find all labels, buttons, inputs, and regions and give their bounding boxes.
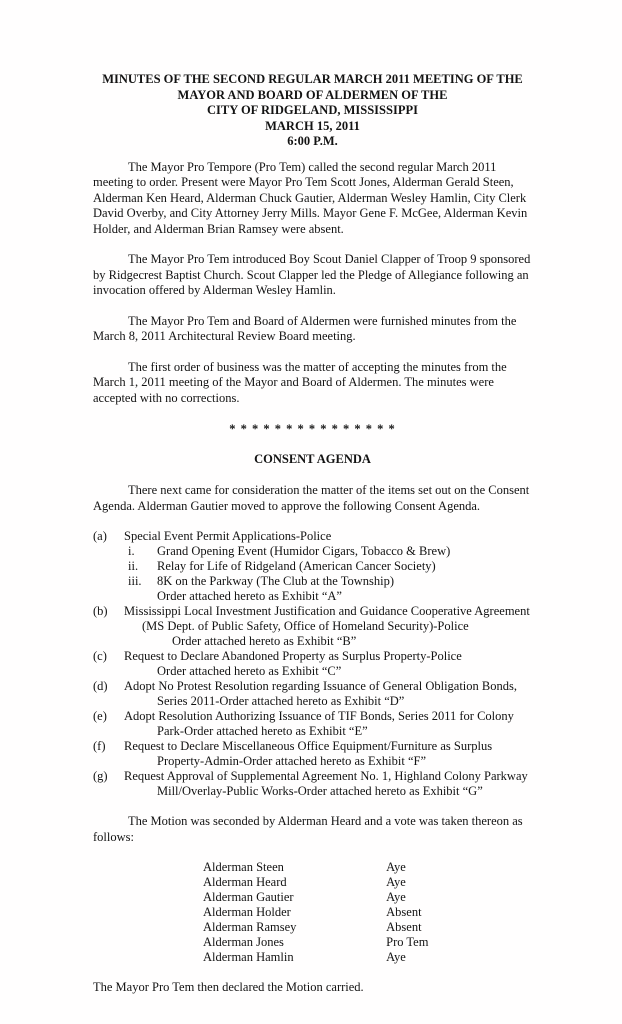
consent-subitem-iii-text: 8K on the Parkway (The Club at the Township) [157, 574, 395, 588]
vote-name: Alderman Holder [203, 905, 291, 919]
consent-item-b-line2-text: (MS Dept. of Public Safety, Office of Homeland Security)-Police [142, 619, 469, 633]
consent-subitem-i-text: Grand Opening Event (Humidor Cigars, Tobacco & Brew) [157, 544, 451, 558]
paragraph-boy-scout: The Mayor Pro Tem introduced Boy Scout Daniel Clapper of Troop 9 sponsored by Ridgecrest Baptist Church. Scout Clapper led the Pledge of Allegiance following an invocation offered by Alderman Wesley Hamlin. [93, 252, 531, 297]
vote-row-heard [93, 875, 532, 890]
paragraph-motion-carried: The Mayor Pro Tem then declared the Motion carried. [93, 980, 364, 994]
consent-item-d-line2-text: Series 2011-Order attached hereto as Exhibit “D” [157, 694, 405, 708]
vote-value: Pro Tem [386, 935, 429, 949]
paragraph-motion-seconded: The Motion was seconded by Alderman Heard and a vote was taken thereon as follows: [93, 814, 523, 844]
consent-item-b-label: (b) [93, 604, 108, 618]
vote-value: Aye [386, 950, 406, 964]
vote-value: Aye [386, 890, 406, 904]
vote-table [93, 860, 532, 965]
consent-subitem-ii-label: ii. [128, 559, 139, 573]
consent-subitem-i [93, 544, 532, 559]
vote-row-jones [93, 935, 532, 950]
vote-name: Alderman Gautier [203, 890, 294, 904]
consent-subitem-iii-label: iii. [128, 574, 142, 588]
paragraph-furnished-minutes: The Mayor Pro Tem and Board of Aldermen were furnished minutes from the March 8, 2011 Architectural Review Board meeting. [93, 313, 517, 343]
consent-item-d-label: (d) [93, 679, 108, 693]
title-line-5: 6:00 P.M. [287, 134, 338, 148]
consent-item-g-label: (g) [93, 769, 108, 783]
consent-item-b [93, 604, 532, 619]
document-title [93, 72, 532, 150]
consent-item-c-exhibit-text: Order attached hereto as Exhibit “C” [157, 664, 342, 678]
consent-agenda-heading: CONSENT AGENDA [254, 452, 371, 466]
consent-item-e-text: Adopt Resolution Authorizing Issuance of TIF Bonds, Series 2011 for Colony [124, 709, 514, 723]
title-line-4: MARCH 15, 2011 [265, 118, 360, 133]
consent-item-e-line2-text: Park-Order attached hereto as Exhibit “E” [157, 724, 368, 738]
vote-row-ramsey [93, 920, 532, 935]
consent-subitem-ii-text: Relay for Life of Ridgeland (American Cancer Society) [157, 559, 436, 573]
consent-item-b-text: Mississippi Local Investment Justification and Guidance Cooperative Agreement [124, 604, 530, 618]
consent-item-g-text: Request Approval of Supplemental Agreement No. 1, Highland Colony Parkway [124, 769, 528, 783]
vote-value: Aye [386, 875, 406, 889]
consent-subitem-iii [93, 574, 532, 589]
consent-item-c [93, 649, 532, 664]
consent-item-a-label: (a) [93, 529, 107, 543]
consent-item-b-exhibit-text: Order attached hereto as Exhibit “B” [172, 634, 357, 648]
vote-name: Alderman Ramsey [203, 920, 297, 934]
consent-item-f-text: Request to Declare Miscellaneous Office Equipment/Furniture as Surplus [124, 739, 493, 753]
consent-item-c-label: (c) [93, 649, 107, 663]
title-line-2: MAYOR AND BOARD OF ALDERMEN OF THE [177, 87, 448, 102]
consent-item-c-text: Request to Declare Abandoned Property as Surplus Property-Police [124, 649, 462, 663]
vote-row-holder [93, 905, 532, 920]
consent-agenda-list [93, 529, 532, 799]
consent-subitem-ii [93, 559, 532, 574]
section-separator: * * * * * * * * * * * * * * * [229, 422, 396, 436]
consent-item-f-label: (f) [93, 739, 106, 753]
consent-item-d [93, 679, 532, 694]
consent-agenda-intro: There next came for consideration the matter of the items set out on the Consent Agenda. Alderman Gautier moved to approve the following Consent Agenda. [93, 483, 530, 513]
vote-value: Absent [386, 920, 422, 934]
paragraph-call-to-order: The Mayor Pro Tempore (Pro Tem) called the second regular March 2011 meeting to order. Present were Mayor Pro Tem Scott Jones, Alderman Gerald Steen, Alderman Ken Heard, Alderman Chuck Gautier, Alderman Wesley Hamlin, City Clerk David Overby, and City Attorney Jerry Mills. Mayor Gene F. McGee, Alderman Kevin Holder, and Alderman Brian Ramsey were absent. [93, 159, 528, 236]
consent-item-c-exhibit [93, 664, 532, 679]
consent-item-e [93, 709, 532, 724]
vote-name: Alderman Steen [203, 860, 284, 874]
vote-name: Alderman Heard [203, 875, 287, 889]
consent-item-a [93, 529, 532, 544]
vote-row-gautier [93, 890, 532, 905]
consent-item-d-line2 [93, 694, 532, 709]
consent-item-g [93, 769, 532, 784]
paragraph-first-order: The first order of business was the matter of accepting the minutes from the March 1, 2011 meeting of the Mayor and Board of Aldermen. The minutes were accepted with no corrections. [93, 359, 507, 405]
vote-row-hamlin [93, 950, 532, 965]
consent-item-e-line2 [93, 724, 532, 739]
vote-value: Absent [386, 905, 422, 919]
consent-item-e-label: (e) [93, 709, 107, 723]
consent-item-b-line2 [93, 619, 532, 634]
consent-item-g-line2-text: Mill/Overlay-Public Works-Order attached hereto as Exhibit “G” [157, 784, 483, 798]
title-line-3: CITY OF RIDGELAND, MISSISSIPPI [207, 103, 418, 117]
title-line-1: MINUTES OF THE SECOND REGULAR MARCH 2011 MEETING OF THE [102, 72, 523, 86]
consent-item-f-line2 [93, 754, 532, 769]
vote-name: Alderman Jones [203, 935, 284, 949]
vote-name: Alderman Hamlin [203, 950, 294, 964]
vote-value: Aye [386, 860, 406, 874]
vote-row-steen [93, 860, 532, 875]
consent-item-a-exhibit-text: Order attached hereto as Exhibit “A” [157, 589, 342, 603]
consent-item-f [93, 739, 532, 754]
consent-item-a-text: Special Event Permit Applications-Police [124, 529, 332, 543]
consent-item-d-text: Adopt No Protest Resolution regarding Issuance of General Obligation Bonds, [124, 679, 517, 693]
consent-subitem-i-label: i. [128, 544, 135, 558]
consent-item-b-exhibit [93, 634, 532, 649]
consent-item-f-line2-text: Property-Admin-Order attached hereto as Exhibit “F” [157, 754, 427, 768]
consent-item-a-exhibit [93, 589, 532, 604]
consent-item-g-line2 [93, 784, 532, 799]
